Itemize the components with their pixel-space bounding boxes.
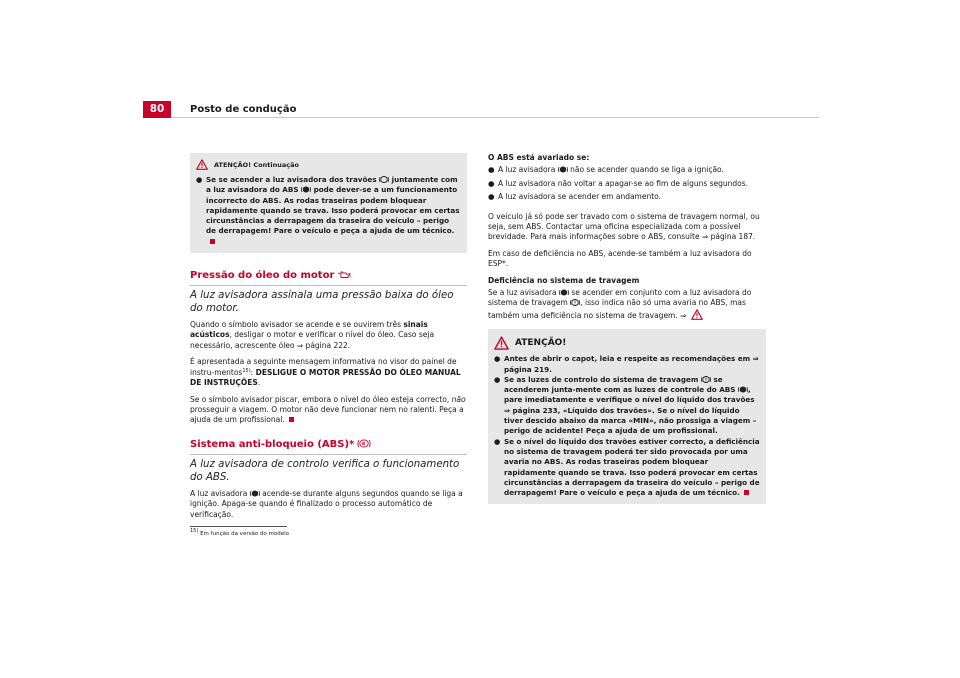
oil-pressure-heading <box>190 269 467 286</box>
abs-paragraph-esp: Em caso de deficiência no ABS, acende-se também a luz avisadora do ESP*. <box>488 248 752 269</box>
abs-paragraph-normal-brake: O veículo já só pode ser travado com o sistema de travagem normal, ou seja, sem ABS. Contactar uma oficina especializada com a possível brevidade. Para mais informações sobre o ABS, consulte ⇒ página 187. <box>488 211 760 242</box>
abs-warning-lamp-icon <box>379 176 389 183</box>
warning-text: pode dever-se a um funcionamento incorrecto do ABS. As rodas traseiras podem bloquear rapidamente quando se trava. Isso poderá provocar em certas circunstâncias a derrapagem da traseira do veículo – perigo de derrapagem! Pare o veículo e peça a ajuda de um técnico. <box>206 185 460 236</box>
abs-subtitle: A luz avisadora de controlo verifica o funcionamento do ABS. <box>190 458 460 483</box>
section-title: Posto de condução <box>190 104 297 115</box>
bullet-dot: ● <box>494 354 501 364</box>
warning-triangle-icon <box>494 336 509 350</box>
warning-bullet: ● Se o nível do líquido dos travões estiver correcto, a deficiência no sistema de travagem poderá ter sido provocada por uma avaria no ABS. As rodas traseiras podem bloquear rapidamente quando se trava. Isso poderá provocar em certas circunstâncias a derrapagem da traseira do veículo – perigo de derrapagem! Pare o veículo e peça a ajuda de um técnico. <box>494 436 760 498</box>
footnote-divider <box>190 526 287 527</box>
brake-warning-lamp-icon <box>570 299 580 306</box>
list-item: ● A luz avisadora não se acender quando se liga a ignição. <box>488 165 724 175</box>
list-item: ● A luz avisadora se acender em andamento. <box>488 192 662 202</box>
warning-box-continued <box>190 153 467 253</box>
oil-paragraph-2: É apresentada a seguinte mensagem informativa no visor do painel de instru-mentos$^{15)}$: DESLIGUE O MOTOR PRESSÃO DO ÓLEO MANUAL DE INSTRUÇÕES. <box>190 357 461 388</box>
abs-warning-lamp-icon <box>250 490 260 497</box>
warning-text: juntamente com a luz avisadora do ABS <box>206 175 458 195</box>
oil-can-icon <box>337 270 351 279</box>
abs-title: Sistema anti-bloqueio (ABS)* <box>190 438 355 450</box>
warning-text: Se se acender a luz avisadora dos travões <box>206 175 377 184</box>
warning-heading <box>196 159 461 170</box>
list-item: ● A luz avisadora não voltar a apagar-se ao fim de alguns segundos. <box>488 178 749 188</box>
oil-pressure-title: Pressão do óleo do motor <box>190 270 335 282</box>
warning-box <box>488 329 766 504</box>
abs-warning-lamp-icon <box>558 166 568 173</box>
warning-triangle-icon <box>691 309 703 320</box>
red-square-end-icon <box>744 490 749 495</box>
brake-deficiency-paragraph: Se a luz avisadora se acender em conjunto com a luz avisadora do sistema de travagem , isso indica não só uma avaria no ABS, mas também uma deficiência no sistema de travagem. ⇒ <box>488 288 752 320</box>
bullet-dot: ● <box>488 178 495 188</box>
right-column <box>488 153 766 504</box>
warning-heading-text: ATENÇÃO! Continuação <box>214 160 299 169</box>
page-number: 80 <box>143 101 171 118</box>
abs-warning-lamp-icon <box>357 439 371 448</box>
footnote: $^{15)}$ Em função da versão do modelo <box>190 527 290 537</box>
red-square-end-icon <box>289 417 294 422</box>
bullet-dot: ● <box>488 165 495 175</box>
abs-faulty-title: O ABS está avariado se: <box>488 153 590 162</box>
oil-paragraph-1: Quando o símbolo avisador se acende e se ouvirem três sinais acústicos, desligar o motor e verificar o nível do óleo. Caso seja necessário, acrescente óleo ⇒ página 222. <box>190 320 435 350</box>
abs-warning-lamp-icon <box>738 386 748 393</box>
warning-heading-text: ATENÇÃO! <box>515 338 567 349</box>
abs-warning-lamp-icon <box>559 289 569 296</box>
warning-bullet <box>196 175 461 247</box>
bullet-dot: ● <box>494 374 501 384</box>
header-divider <box>171 117 819 118</box>
abs-heading <box>190 438 467 455</box>
oil-paragraph-3: Se o símbolo avisador piscar, embora o nível do óleo esteja correcto, não prosseguir a viagem. O motor não deve funcionar nem no ralenti. Peça a ajuda de um profissional. <box>190 394 466 425</box>
brake-warning-lamp-icon <box>701 376 711 383</box>
abs-faulty-list <box>488 165 766 202</box>
brake-deficiency-title: Deficiência no sistema de travagem <box>488 275 640 285</box>
warning-triangle-icon <box>196 159 208 170</box>
abs-paragraph-1: A luz avisadora acende-se durante alguns segundos quando se liga a ignição. Apaga-se quando é finalizado o processo automático de verificação. <box>190 488 463 519</box>
bullet-dot: ● <box>494 436 501 446</box>
abs-warning-lamp-icon <box>301 186 311 193</box>
red-square-end-icon <box>210 239 215 244</box>
left-column <box>190 153 467 538</box>
bullet-dot: ● <box>196 175 203 184</box>
warning-bullet: ● Antes de abrir o capot, leia e respeite as recomendações em ⇒ página 219. <box>494 354 759 374</box>
warning-heading <box>494 336 760 350</box>
oil-pressure-subtitle: A luz avisadora assinala uma pressão baixa do óleo do motor. <box>190 290 454 315</box>
warning-bullet: ● Se as luzes de controlo do sistema de travagem se acenderem junta-mente com as luzes de controle do ABS , pare imediatamente e verifique o nível do líquido dos travões ⇒ página 233, «Líquido dos travões». Se o nível do líquido tiver descido abaixo da marca «MIN», não prossiga a viagem – perigo de acidente! Peça a ajuda de um profissional. <box>494 374 757 436</box>
bullet-dot: ● <box>488 192 495 202</box>
